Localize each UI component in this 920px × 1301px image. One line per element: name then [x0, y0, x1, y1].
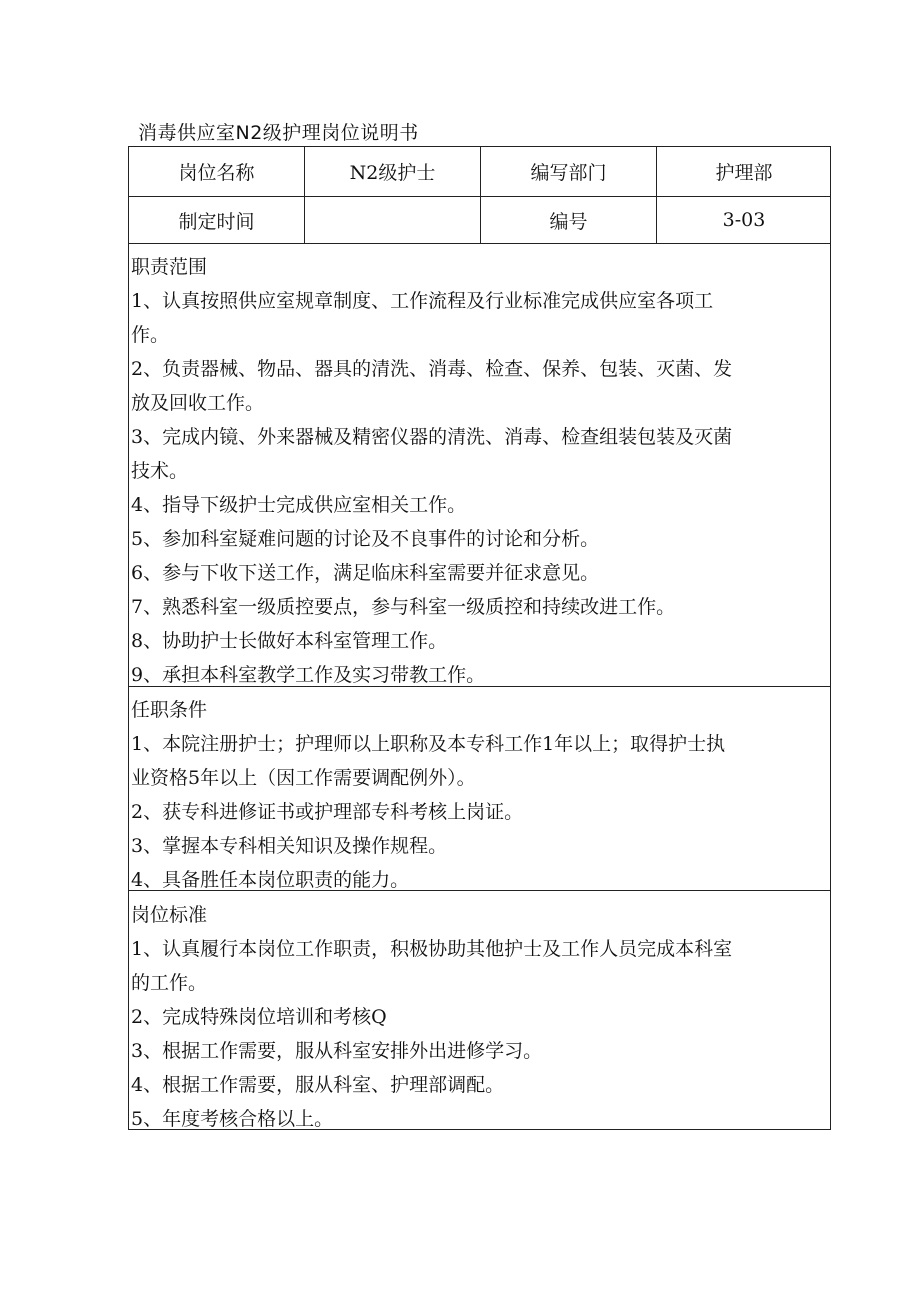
post-name-label: 岗位名称	[178, 162, 255, 184]
list-item: 8、协助护士长做好本科室管理工作。	[131, 630, 448, 652]
duties-heading: 职责范围	[131, 256, 208, 278]
dept-label: 编写部门	[530, 162, 607, 184]
list-item: 作。	[131, 324, 170, 346]
standards-heading: 岗位标准	[131, 904, 208, 926]
date-label: 制定时间	[178, 210, 255, 233]
duties-section	[131, 250, 821, 686]
list-item: 2、获专科进修证书或护理部专科考核上岗证。	[131, 801, 524, 823]
list-item: 3、掌握本专科相关知识及操作规程。	[131, 835, 448, 857]
list-item: 的工作。	[131, 972, 208, 994]
duties-bottom-border	[129, 686, 830, 687]
document-title: 消毒供应室N2级护理岗位说明书	[138, 122, 419, 144]
list-item: 2、完成特殊岗位培训和考核Q	[131, 1006, 387, 1028]
list-item: 技术。	[131, 460, 189, 482]
duties-list	[131, 284, 821, 686]
job-description-table	[128, 146, 831, 1130]
list-item: 3、根据工作需要，服从科室安排外出进修学习。	[131, 1040, 543, 1062]
standards-section	[131, 898, 821, 1130]
list-item: 6、参与下收下送工作，满足临床科室需要并征求意见。	[131, 562, 600, 584]
list-item: 4、具备胜任本岗位职责的能力。	[131, 869, 410, 889]
list-item: 3、完成内镜、外来器械及精密仪器的清洗、消毒、检查组装包装及灭菌	[131, 426, 733, 448]
list-item: 4、指导下级护士完成供应室相关工作。	[131, 494, 467, 516]
list-item: 2、负责器械、物品、器具的清洗、消毒、检查、保养、包装、灭菌、发	[131, 358, 733, 380]
list-item: 4、根据工作需要，服从科室、护理部调配。	[131, 1074, 505, 1096]
list-item: 放及回收工作。	[131, 392, 265, 414]
list-item: 1、认真履行本岗位工作职责，积极协助其他护士及工作人员完成本科室	[131, 938, 733, 960]
list-item: 业资格5年以上（因工作需要调配例外）。	[131, 767, 476, 789]
code-label: 编号	[549, 210, 588, 233]
list-item: 1、本院注册护士；护理师以上职称及本专科工作1年以上；取得护士执	[131, 733, 726, 755]
code-value: 3-03	[722, 209, 766, 231]
header-bottom-border	[129, 243, 830, 244]
list-item: 1、认真按照供应室规章制度、工作流程及行业标准完成供应室各项工	[131, 290, 714, 312]
dept-value: 护理部	[715, 162, 773, 184]
date-value	[305, 197, 480, 243]
post-name-value: N2级护士	[349, 162, 436, 184]
list-item: 5、年度考核合格以上。	[131, 1108, 334, 1130]
qualifications-bottom-border	[129, 890, 830, 891]
qualifications-section	[131, 693, 821, 889]
qualifications-list	[131, 727, 821, 889]
list-item: 5、参加科室疑难问题的讨论及不良事件的讨论和分析。	[131, 528, 600, 550]
list-item: 9、承担本科室教学工作及实习带教工作。	[131, 664, 486, 686]
qualifications-heading: 任职条件	[131, 699, 208, 721]
list-item: 7、熟悉科室一级质控要点，参与科室一级质控和持续改进工作。	[131, 596, 676, 618]
standards-list	[131, 932, 821, 1130]
